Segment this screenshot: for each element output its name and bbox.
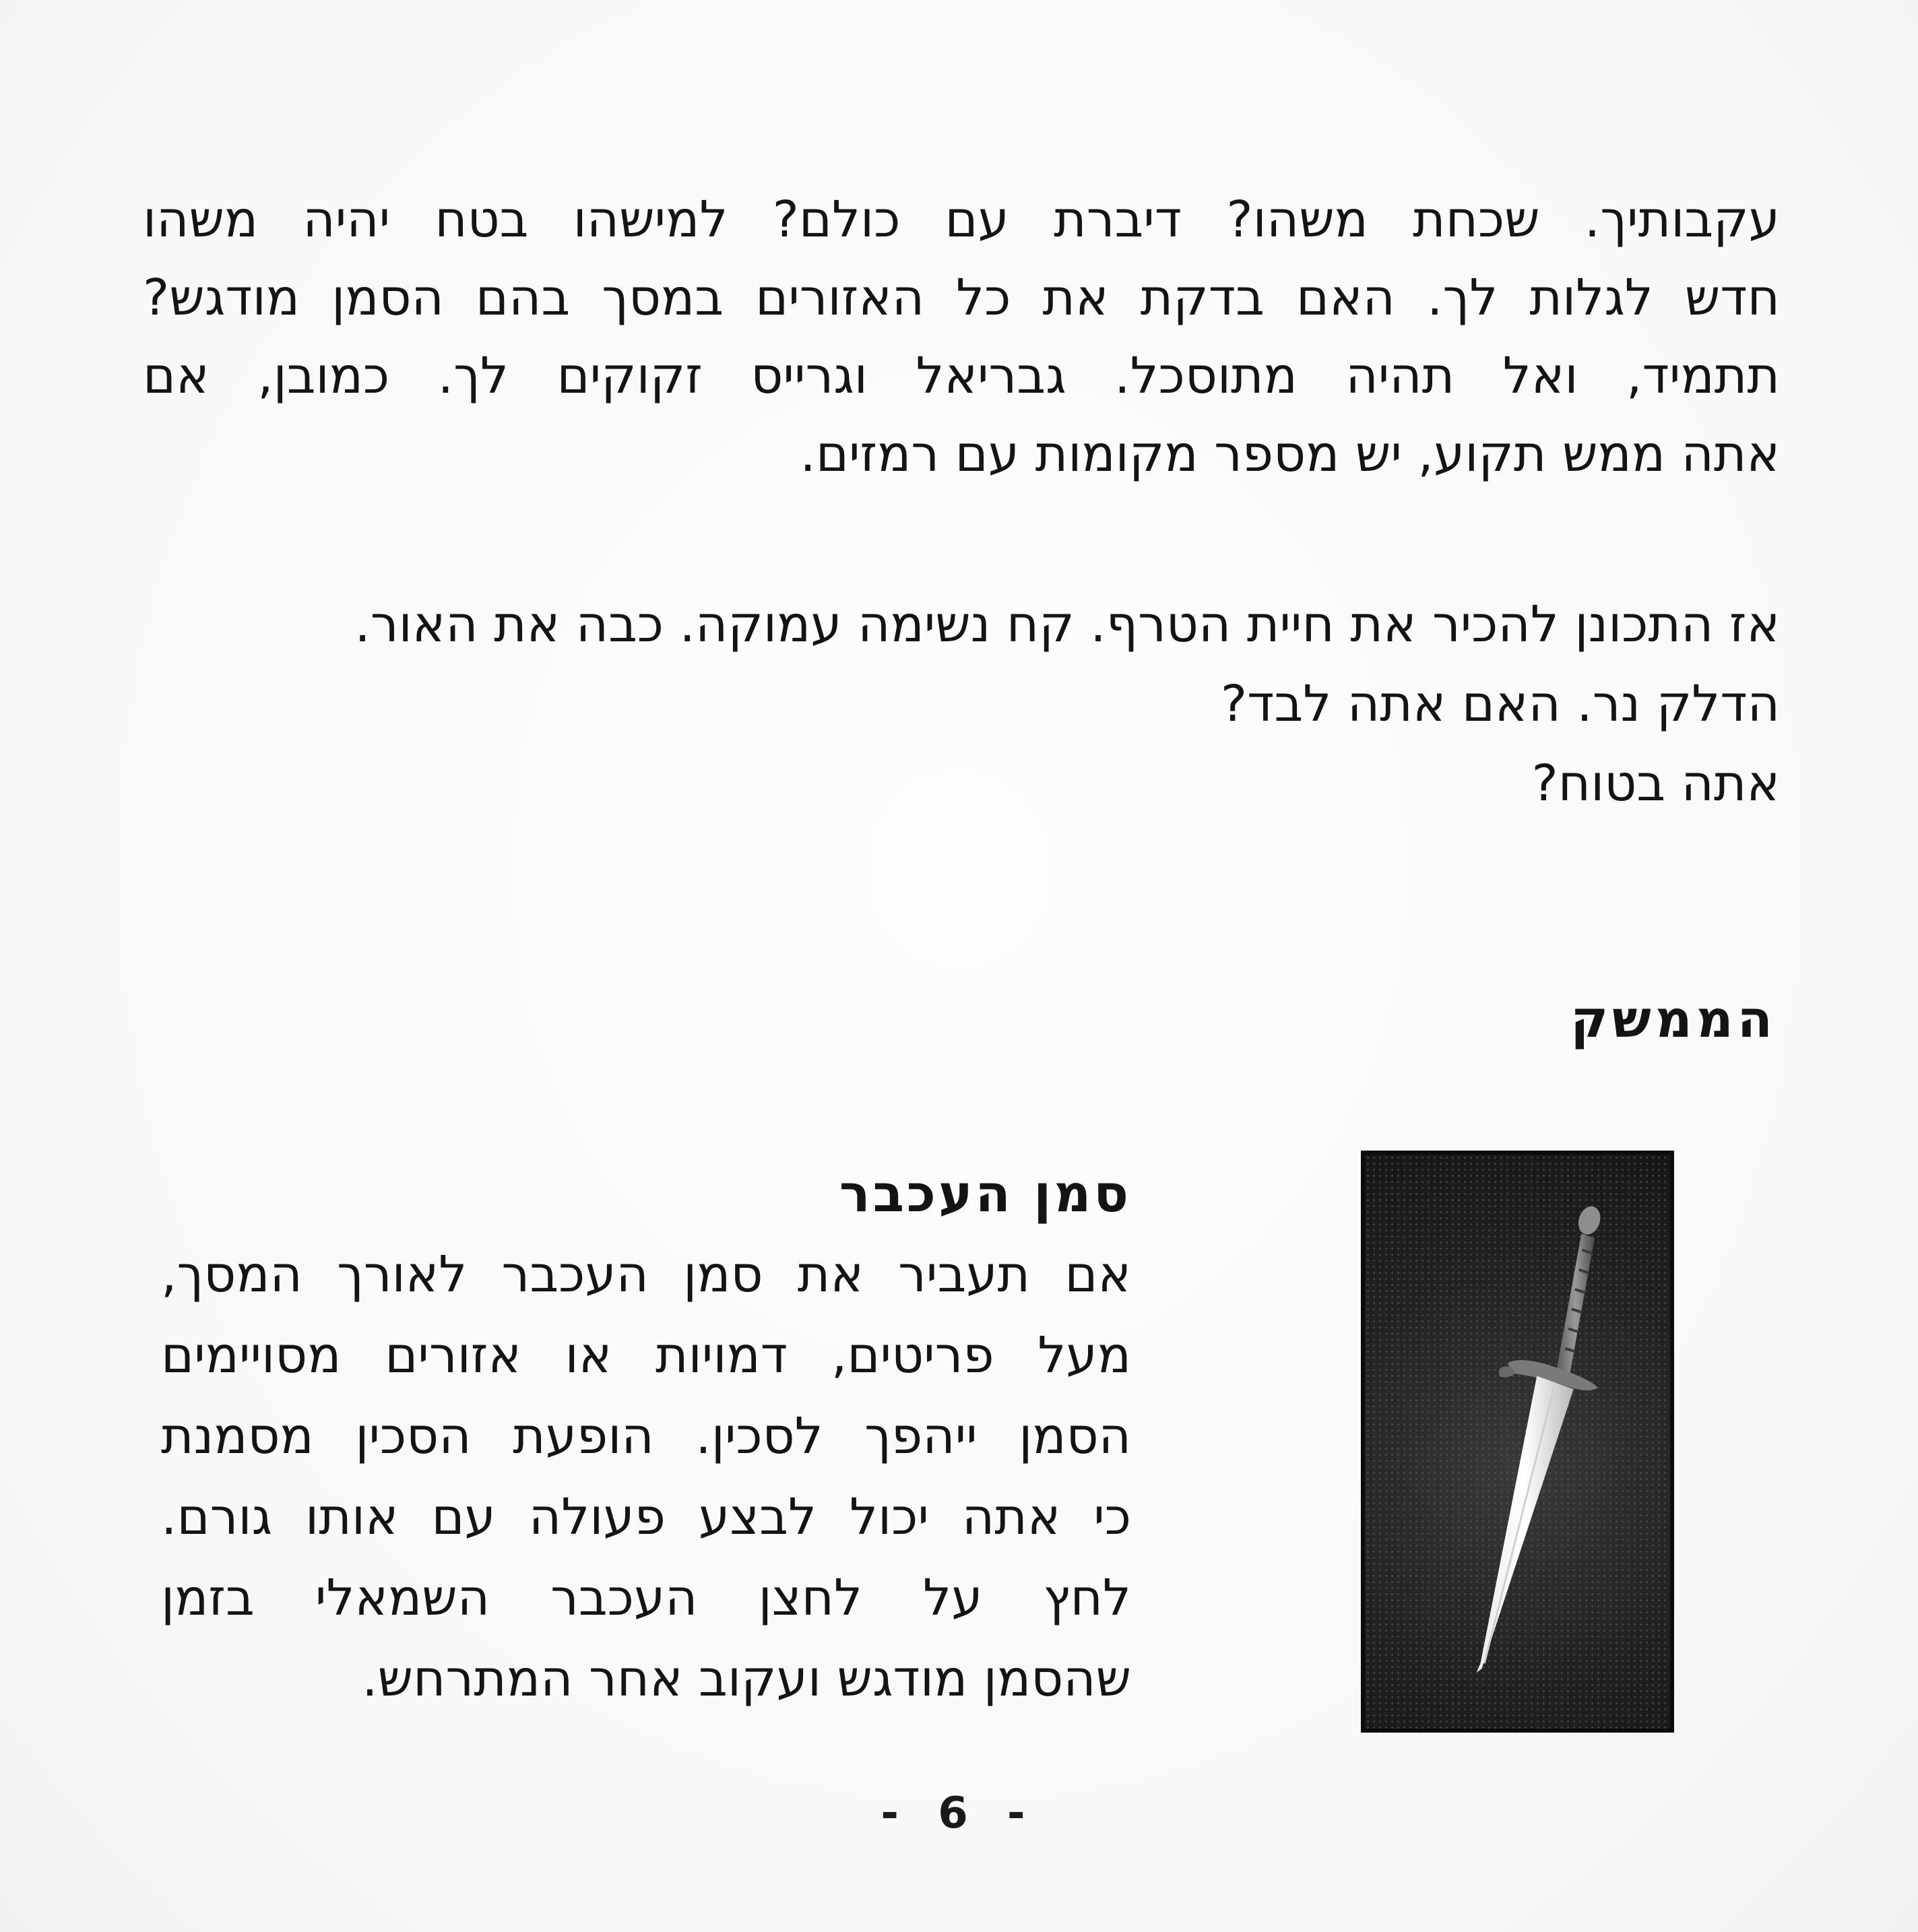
mouse-body-line: מעל פריטים, דמויות או אזורים מסויימים [161, 1326, 1131, 1384]
page-number: - 6 - [881, 1789, 1037, 1838]
mouse-cursor-body [161, 1234, 1131, 1719]
intro-line: עקבותיך. שכחת משהו? דיברת עם כולם? למישהו בטח יהיה משהו [143, 191, 1780, 249]
mouse-cursor-heading: סמן העכבר [839, 1163, 1131, 1223]
mouse-body-line: לחץ על לחצן העכבר השמאלי בזמן [161, 1569, 1131, 1627]
mouse-cursor-section [161, 1153, 1131, 1719]
intro-line: תתמיד, ואל תהיה מתוסכל. גבריאל וגרייס זקוקים לך. כמובן, אם [143, 347, 1780, 405]
mouse-body-line: אם תעביר את סמן העכבר לאורך המסך, [161, 1246, 1131, 1303]
dagger-icon [1365, 1155, 1670, 1729]
intro-line: אתה ממש תקוע, יש מספר מקומות עם רמזים. [800, 425, 1780, 483]
mouse-body-line: שהסמן מודגש ועקוב אחר המתרחש. [362, 1650, 1131, 1708]
intro-paragraph [143, 181, 1780, 493]
dagger-illustration [1361, 1151, 1674, 1733]
section-heading: הממשק [1570, 989, 1777, 1049]
mouse-body-line: הסמן ייהפך לסכין. הופעת הסכין מסמנת [161, 1407, 1131, 1465]
atmosphere-paragraph [143, 585, 1780, 823]
mouse-body-line: כי אתה יכול לבצע פעולה עם אותו גורם. [161, 1488, 1131, 1546]
intro-line: חדש לגלות לך. האם בדקת את כל האזורים במסך בהם הסמן מודגש? [143, 269, 1780, 327]
atmosphere-line: אז התכונן להכיר את חיית הטרף. קח נשימה עמוקה. כבה את האור. [354, 595, 1780, 653]
atmosphere-line: אתה בטוח? [1531, 754, 1780, 812]
atmosphere-line: הדלק נר. האם אתה לבד? [1220, 675, 1780, 733]
